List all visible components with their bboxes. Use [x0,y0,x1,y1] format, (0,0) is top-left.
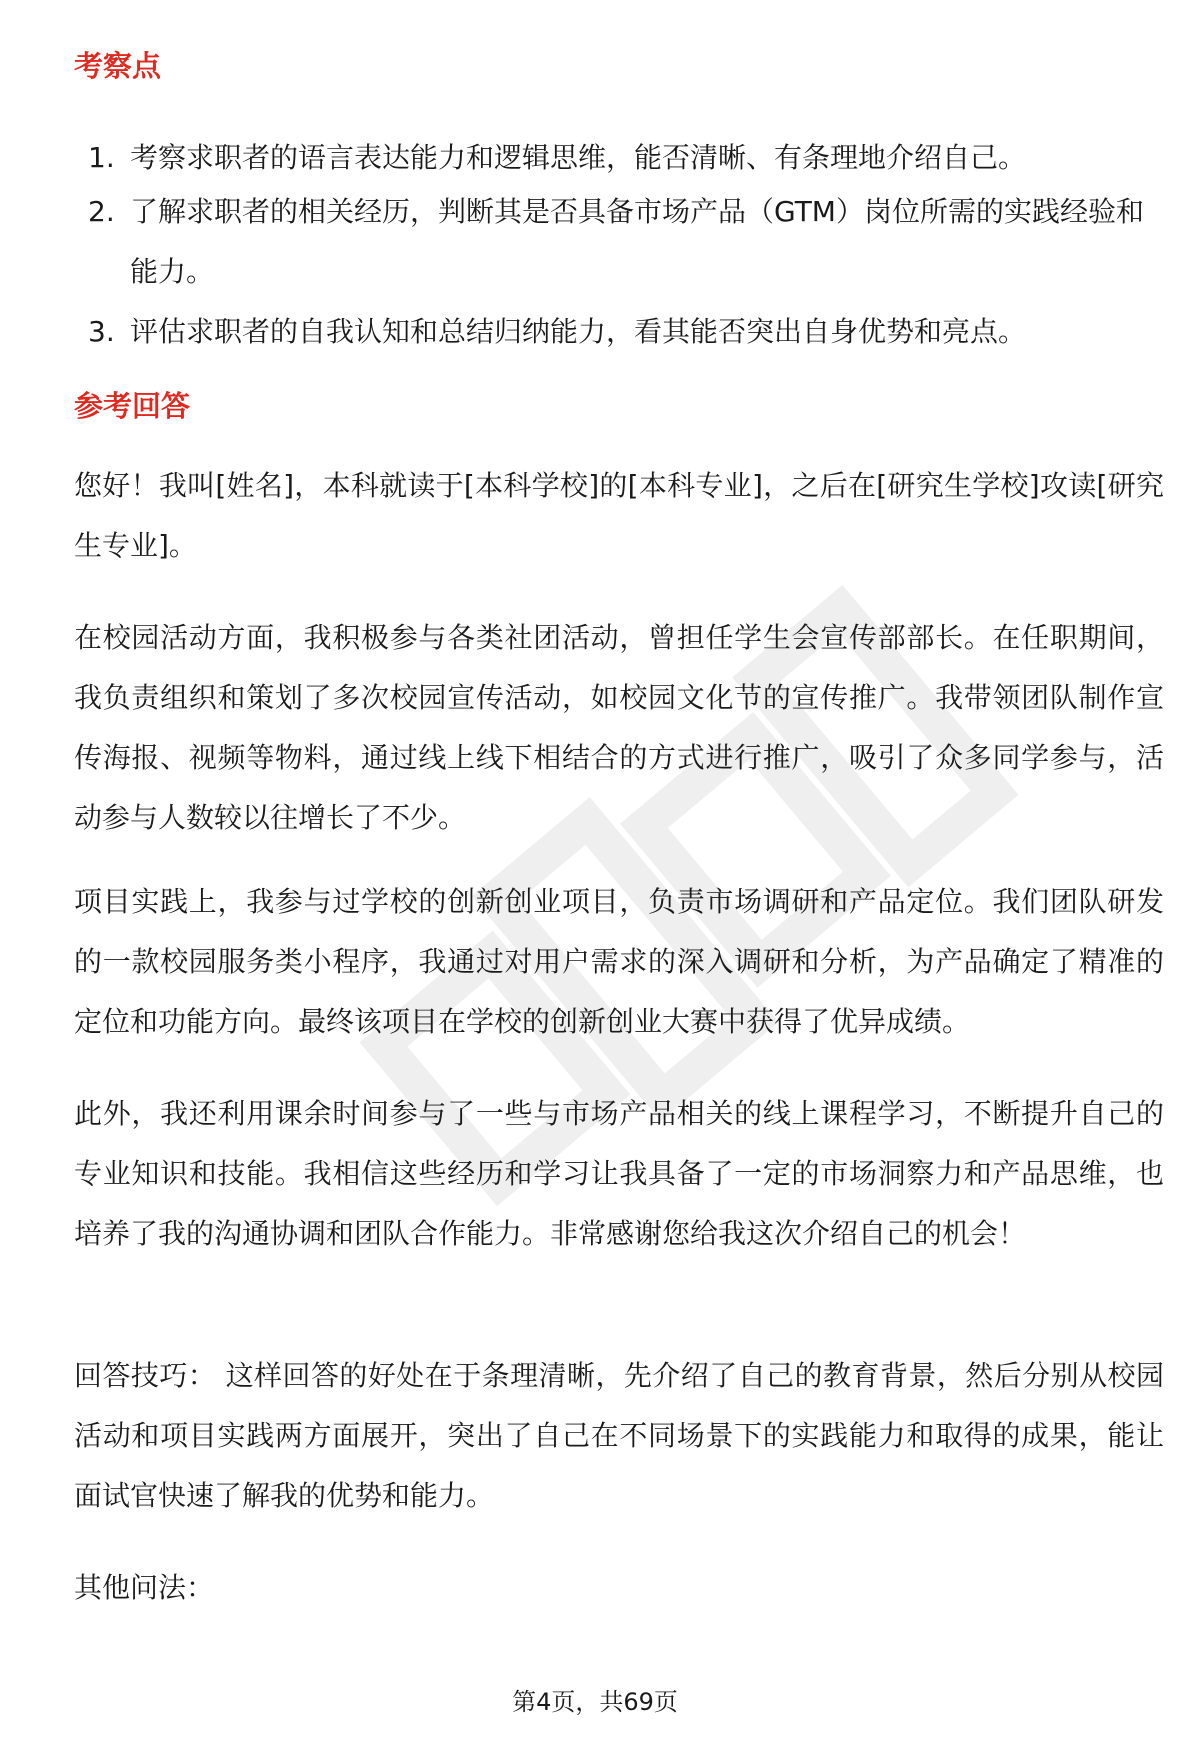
section-title-focus: 考察点 [74,49,162,83]
answer-paragraph: 此外，我还利用课余时间参与了一些与市场产品相关的线上课程学习，不断提升自己的专业知识和技能。我相信这些经历和学习让我具备了一定的市场洞察力和产品思维，也培养了我的沟通协调和团队合作能力。非常感谢您给我这次介绍自己的机会！ [74,1097,1164,1250]
answer-paragraph: 在校园活动方面，我积极参与各类社团活动，曾担任学生会宣传部部长。在任职期间，我负责组织和策划了多次校园宣传活动，如校园文化节的宣传推广。我带领团队制作宣传海报、视频等物料，通过线上线下相结合的方式进行推广，吸引了众多同学参与，活动参与人数较以往增长了不少。 [74,621,1164,834]
list-item-number: 3. [88,315,115,348]
answer-tips-paragraph: 回答技巧： 这样回答的好处在于条理清晰，先介绍了自己的教育背景，然后分别从校园活动和项目实践两方面展开，突出了自己在不同场景下的实践能力和取得的成果，能让面试官快速了解我的优势和能力。 [74,1359,1164,1512]
section-title-answer: 参考回答 [74,389,191,423]
answer-paragraph: 项目实践上，我参与过学校的创新创业项目，负责市场调研和产品定位。我们团队研发的一款校园服务类小程序，我通过对用户需求的深入调研和分析，为产品确定了精准的定位和功能方向。最终该项目在学校的创新创业大赛中获得了优异成绩。 [74,885,1164,1038]
list-item-text: 考察求职者的语言表达能力和逻辑思维，能否清晰、有条理地介绍自己。 [130,141,1027,174]
list-item [74,302,1160,362]
other-questions-label: 其他问法： [74,1571,215,1604]
list-item-text: 评估求职者的自我认知和总结归纳能力，看其能否突出自身优势和亮点。 [130,315,1027,348]
list-item [74,182,1160,302]
list-item [74,128,1160,188]
focus-list [74,128,1160,362]
page-number: 第4页，共69页 [512,1688,678,1716]
list-item-text: 了解求职者的相关经历，判断其是否具备市场产品（GTM）岗位所需的实践经验和能力。 [130,195,1144,288]
answer-paragraph: 您好！我叫[姓名]，本科就读于[本科学校]的[本科专业]，之后在[研究生学校]攻读[研究生专业]。 [74,469,1164,562]
list-item-number: 2. [88,195,115,228]
list-item-number: 1. [88,141,115,174]
